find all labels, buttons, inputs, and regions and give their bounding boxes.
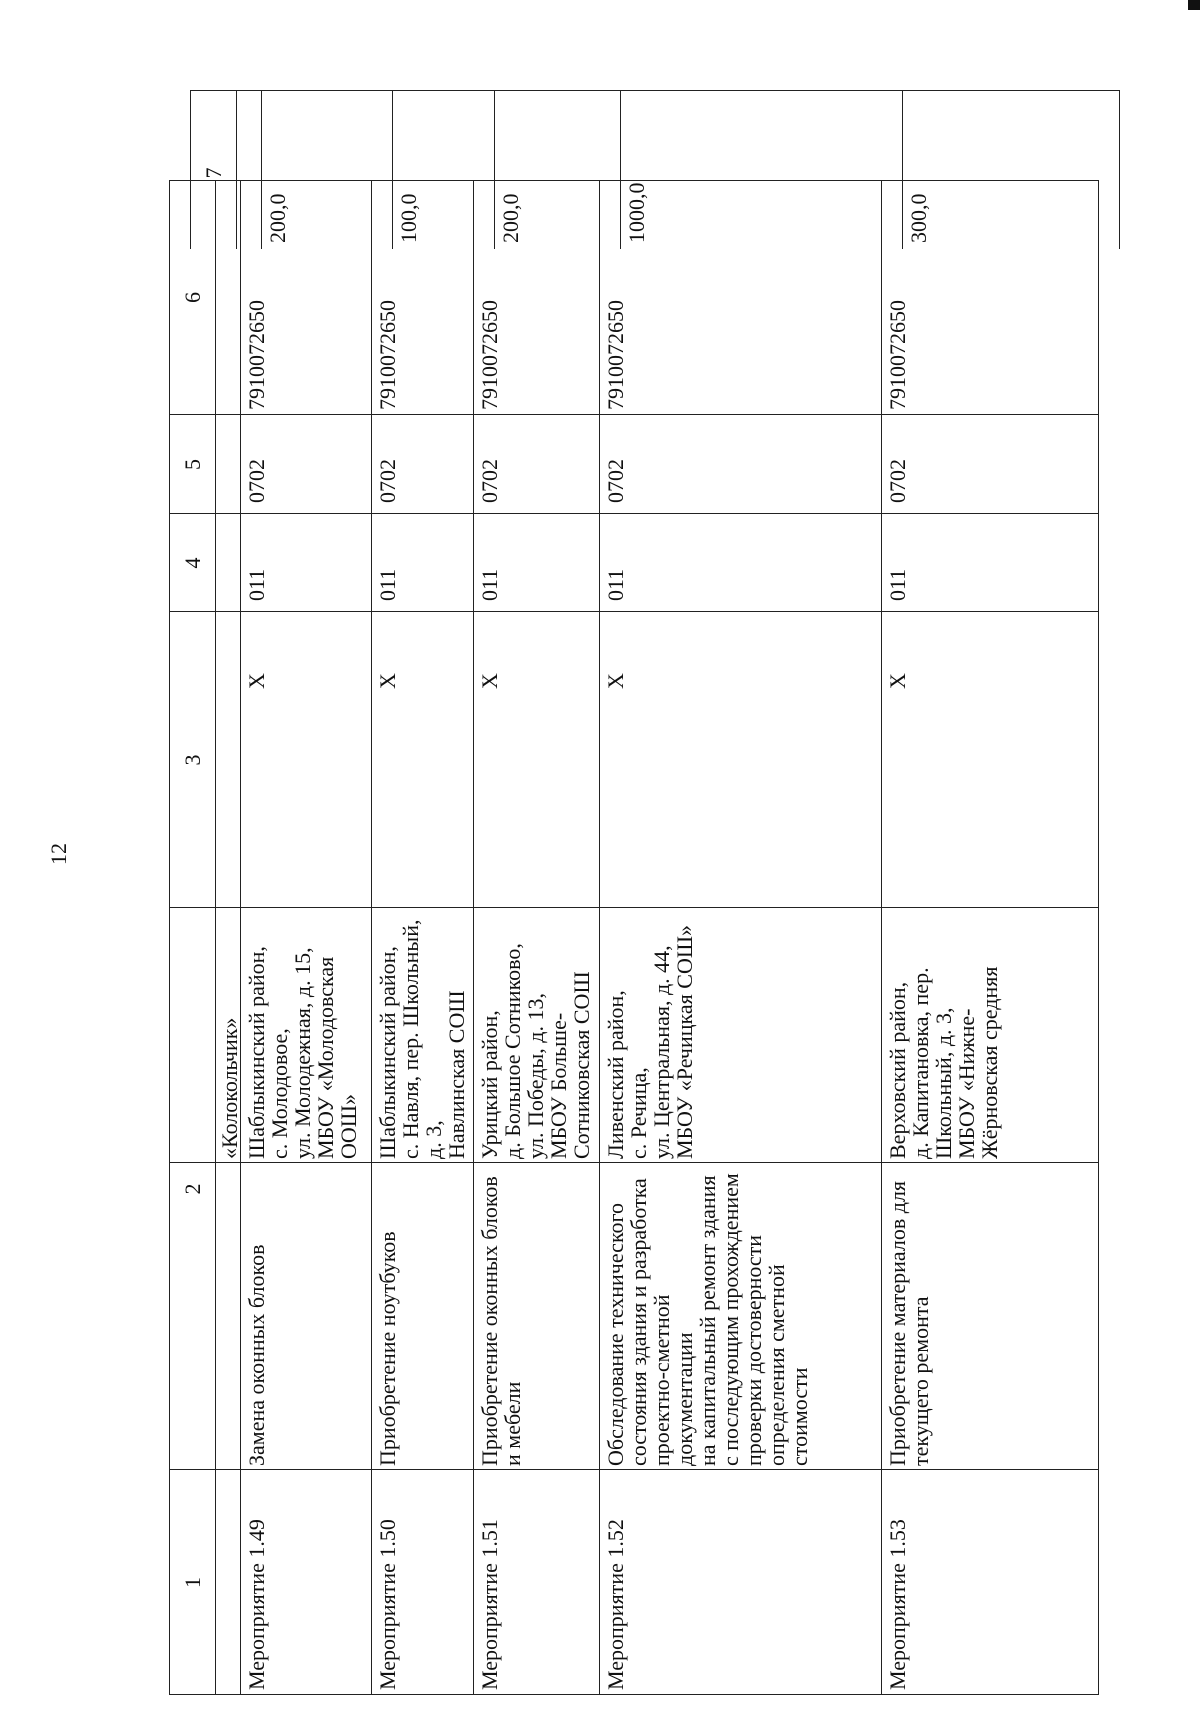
row-activity: Замена оконных блоков <box>244 1244 269 1466</box>
col-rule-2 <box>169 1162 1098 1163</box>
row-col3: Х <box>244 673 269 689</box>
row-col5: 0702 <box>885 459 910 503</box>
row-id: Мероприятие 1.51 <box>477 1519 502 1690</box>
row-col4: 011 <box>244 568 269 601</box>
row-col6: 7910072650 <box>375 300 400 410</box>
row-col4: 011 <box>603 568 628 601</box>
rule-5 <box>599 180 600 1695</box>
row-col4: 011 <box>375 568 400 601</box>
row-col7: 100,0 <box>396 193 421 243</box>
page-number: 12 <box>46 843 71 865</box>
rule-2 <box>240 180 241 1695</box>
col-header-4: 4 <box>179 557 205 569</box>
row-activity: Приобретение материалов для текущего ремонта <box>885 1180 933 1466</box>
row-col7: 200,0 <box>498 193 523 243</box>
row-address: Ливенский район, с. Речица, ул. Центральная, д. 44, МБОУ «Речицкая СОШ» <box>603 924 697 1159</box>
row-address: Урицкий район, д. Большое Сотниково, ул. Победы, д. 13, МБОУ Больше-Сотниковская СОШ <box>477 943 594 1159</box>
row-activity: Обследование технического состояния здания и разработка проектно-сметной документации на капитальный ремонт здания с последующим прохождением проверки достоверности определения сметной стоимости <box>603 1173 812 1466</box>
col-header-6: 6 <box>179 292 205 303</box>
row-id: Мероприятие 1.50 <box>375 1519 400 1690</box>
row-address: Шаблыкинский район, с. Молодовое, ул. Молодежная, д. 15, МБОУ «Молодовская ООШ» <box>244 946 361 1159</box>
rule-3 <box>371 180 372 1695</box>
row-col4: 011 <box>477 568 502 601</box>
row-address: Верховский район, д. Капитановка, пер. Школьный, д. 3, МБОУ «Нижне-Жёрновская средняя <box>885 966 1002 1159</box>
col-rule-6 <box>169 414 1098 415</box>
rule-6 <box>881 180 882 1695</box>
row-col6: 7910072650 <box>603 300 628 410</box>
row-activity: Приобретение ноутбуков <box>375 1231 400 1466</box>
row-id: Мероприятие 1.52 <box>603 1519 628 1690</box>
col-header-5: 5 <box>179 459 205 470</box>
row-col5: 0702 <box>603 459 628 503</box>
table-border-left <box>169 1694 1098 1695</box>
row-id: Мероприятие 1.53 <box>885 1519 910 1690</box>
carryover-text: «Колокольчик» <box>217 1017 242 1159</box>
row-col3: Х <box>885 673 910 689</box>
corner-mark <box>1188 0 1200 10</box>
col-header-7: 7 <box>201 167 226 179</box>
row-col7: 300,0 <box>906 193 931 243</box>
row-col7: 200,0 <box>265 193 290 243</box>
table-border-bottom <box>1098 180 1099 1695</box>
row-col6: 7910072650 <box>244 300 269 410</box>
row-col4: 011 <box>885 568 910 601</box>
row-address: Шаблыкинский район, с. Навля, пер. Школьный, д. 3, Навлинская СОШ <box>375 919 469 1159</box>
column-7 <box>190 90 1119 249</box>
col-rule-3 <box>169 907 1098 908</box>
col-header-2: 2 <box>179 1183 205 1195</box>
row-col3: Х <box>477 673 502 689</box>
header-rule <box>215 180 216 1695</box>
row-col5: 0702 <box>477 459 502 503</box>
row-col3: Х <box>603 673 628 689</box>
row-col3: Х <box>375 673 400 689</box>
row-activity: Приобретение оконных блоков и мебели <box>477 1176 525 1466</box>
budget-table <box>169 180 1098 1695</box>
col-header-3: 3 <box>179 754 205 766</box>
col-header-1: 1 <box>179 1577 205 1588</box>
col-rule-1 <box>169 1469 1098 1470</box>
row-col5: 0702 <box>244 459 269 503</box>
row-col5: 0702 <box>375 459 400 503</box>
row-id: Мероприятие 1.49 <box>244 1519 269 1690</box>
row-col7: 1000,0 <box>624 182 649 243</box>
col-rule-4 <box>169 611 1098 612</box>
row-col6: 7910072650 <box>477 300 502 410</box>
col-rule-5 <box>169 513 1098 514</box>
row-col6: 7910072650 <box>885 300 910 410</box>
rule-4 <box>473 180 474 1695</box>
